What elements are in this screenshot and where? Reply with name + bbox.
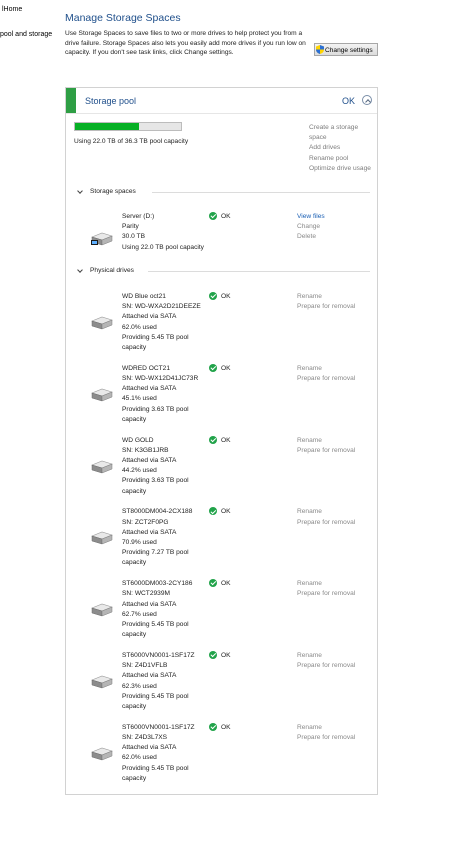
drive-name: WD Blue oct21 [122,293,166,300]
drive-providing: Providing 3.63 TB pool capacity [122,405,189,423]
drive-providing: Providing 5.45 TB pool capacity [122,692,189,711]
create-storage-space-link-cont[interactable]: space [309,134,327,142]
ok-check-icon [209,723,217,731]
drive-name: ST6000VN0001-1SF17Z [122,723,195,731]
drive-used: 44.2% used [122,467,157,475]
space-status [209,212,231,220]
drive-attachment: Attached via SATA [122,385,177,393]
drive-name: ST6000DM003-2CY186 [122,580,193,588]
drive-status-text: OK [221,580,231,588]
rename-drive-link[interactable]: Rename [297,508,322,516]
prepare-for-removal-link[interactable]: Prepare for removal [297,734,356,741]
ok-check-icon [209,212,217,220]
server-drive-icon [90,232,114,246]
drive-serial: SN: WD-WXA2D21DEEZE [122,303,201,311]
rename-drive-link[interactable]: Rename [297,364,322,372]
divider [148,271,370,272]
drive-status [209,507,231,515]
hard-drive-icon [90,460,114,474]
drive-name: ST8000DM004-2CX188 [122,508,193,516]
prepare-for-removal-link[interactable]: Prepare for removal [297,446,356,454]
drive-info [122,292,207,353]
drive-attachment: Attached via SATA [122,744,177,752]
prepare-for-removal-link[interactable]: Prepare for removal [297,518,356,526]
drive-info [122,651,207,712]
hard-drive-icon [90,675,114,689]
optimize-drive-usage-link[interactable]: Optimize drive usage [309,164,371,172]
chevron-down-icon [77,267,83,273]
drive-serial: SN: WD-WX12D41JC73R [122,375,199,382]
drive-links [297,723,355,743]
drive-attachment: Attached via SATA [122,600,177,608]
drive-links [297,364,355,384]
drive-status-text: OK [221,723,231,731]
rename-drive-link[interactable]: Rename [297,436,322,444]
pool-actions [309,123,371,174]
drive-attachment: Attached via SATA [122,672,177,680]
drive-info [122,507,207,568]
drive-status [209,364,231,372]
drive-used: 62.3% used [122,682,157,690]
sidebar-item-storage-pool[interactable]: pool and storage [0,31,53,38]
drive-status-text: OK [221,293,231,300]
drive-info [122,436,207,497]
add-drives-link[interactable]: Add drives [309,144,341,152]
storage-pool-panel [65,87,378,795]
ok-check-icon [209,507,217,515]
drive-status-text: OK [221,652,231,659]
chevron-down-icon [77,188,83,194]
hard-drive-icon [90,316,114,330]
storage-spaces-label: Storage spaces [90,188,136,195]
space-status-text: OK [221,213,231,220]
rename-drive-link[interactable]: Rename [297,293,322,300]
drive-info [122,364,207,425]
drive-links [297,436,355,456]
divider [152,192,370,193]
rename-pool-link[interactable]: Rename pool [309,154,349,162]
prepare-for-removal-link[interactable]: Prepare for removal [297,662,356,670]
drive-attachment: Attached via SATA [122,313,177,321]
drive-used: 62.0% used [122,754,157,762]
space-links [297,212,325,243]
prepare-for-removal-link[interactable]: Prepare for removal [297,303,356,311]
drive-providing: Providing 3.63 TB pool capacity [122,477,189,495]
physical-drives-label: Physical drives [90,267,134,274]
pool-capacity-bar [74,122,182,131]
prepare-for-removal-link[interactable]: Prepare for removal [297,375,356,382]
physical-drives-section-header[interactable] [74,267,370,277]
drive-used: 45.1% used [122,395,157,403]
ok-check-icon [209,579,217,587]
drive-serial: SN: ZCT2F0PG [122,518,169,526]
drive-attachment: Attached via SATA [122,457,177,464]
collapse-chevron-icon[interactable] [362,95,372,105]
prepare-for-removal-link[interactable]: Prepare for removal [297,590,356,598]
drive-name: ST6000VN0001-1SF17Z [122,652,195,659]
drive-serial: SN: WCT2939M [122,590,170,598]
drive-links [297,651,355,671]
drive-providing: Providing 5.45 TB pool capacity [122,621,189,639]
sidebar-item-home[interactable]: lHome [2,6,23,13]
drive-used: 70.9% used [122,539,157,546]
drive-serial: SN: K3GB1JRB [122,446,169,454]
drive-info [122,723,207,784]
pool-health-strip [66,88,76,113]
drive-attachment: Attached via SATA [122,528,177,536]
create-storage-space-link[interactable]: Create a storage [309,124,359,131]
space-size: 30.0 TB [122,233,145,241]
drive-info [122,579,207,640]
space-usage: Using 22.0 TB pool capacity [122,243,204,251]
drive-providing: Providing 5.45 TB pool capacity [122,333,189,352]
pool-status: OK [342,96,356,106]
rename-drive-link[interactable]: Rename [297,723,322,731]
ok-check-icon [209,436,217,444]
space-type: Parity [122,223,139,231]
drive-status [209,436,231,444]
hard-drive-icon [90,388,114,402]
storage-spaces-section-header[interactable] [74,188,370,198]
space-name: Server (D:) [122,213,155,220]
hard-drive-icon [90,531,114,545]
pool-usage-text: Using 22.0 TB of 36.3 TB pool capacity [74,138,189,145]
uac-shield-icon [316,45,324,54]
ok-check-icon [209,292,217,300]
drive-links [297,292,355,312]
drive-name: WDRED OCT21 [122,364,170,372]
rename-drive-link[interactable]: Rename [297,652,322,659]
storage-pool-header[interactable] [66,88,377,114]
drive-links [297,507,355,527]
drive-serial: SN: Z4D3L7XS [122,734,168,741]
ok-check-icon [209,364,217,372]
drive-links [297,579,355,599]
drive-status [209,579,231,587]
change-settings-label: Change settings [325,47,373,54]
drive-status-text: OK [221,364,231,372]
drive-serial: SN: Z4D1VFLB [122,662,168,670]
page-description: Use Storage Spaces to save files to two or more drives to help protect you from a drive failure. Storage Spaces also lets you easily add more drives if you run low on capacity. If you don't see task links, click Change settings. [65,30,306,56]
drive-status-text: OK [221,436,231,444]
delete-link[interactable]: Delete [297,233,317,241]
drive-status-text: OK [221,508,231,516]
hard-drive-icon [90,603,114,617]
change-link[interactable]: Change [297,223,321,231]
pool-capacity-fill [75,123,139,130]
ok-check-icon [209,651,217,659]
pool-title: Storage pool [85,96,137,106]
drive-providing: Providing 5.45 TB pool capacity [122,764,189,782]
rename-drive-link[interactable]: Rename [297,580,322,588]
change-settings-button[interactable] [314,43,378,56]
drive-providing: Providing 7.27 TB pool capacity [122,549,189,567]
view-files-link[interactable]: View files [297,213,325,220]
drive-name: WD GOLD [122,436,154,444]
hard-drive-icon [90,747,114,761]
drive-status [209,292,231,300]
storage-space-info [122,212,207,253]
drive-used: 62.7% used [122,610,157,618]
drive-status [209,651,231,659]
page-title: Manage Storage Spaces [65,12,181,24]
drive-status [209,723,231,731]
drive-used: 62.0% used [122,323,157,331]
